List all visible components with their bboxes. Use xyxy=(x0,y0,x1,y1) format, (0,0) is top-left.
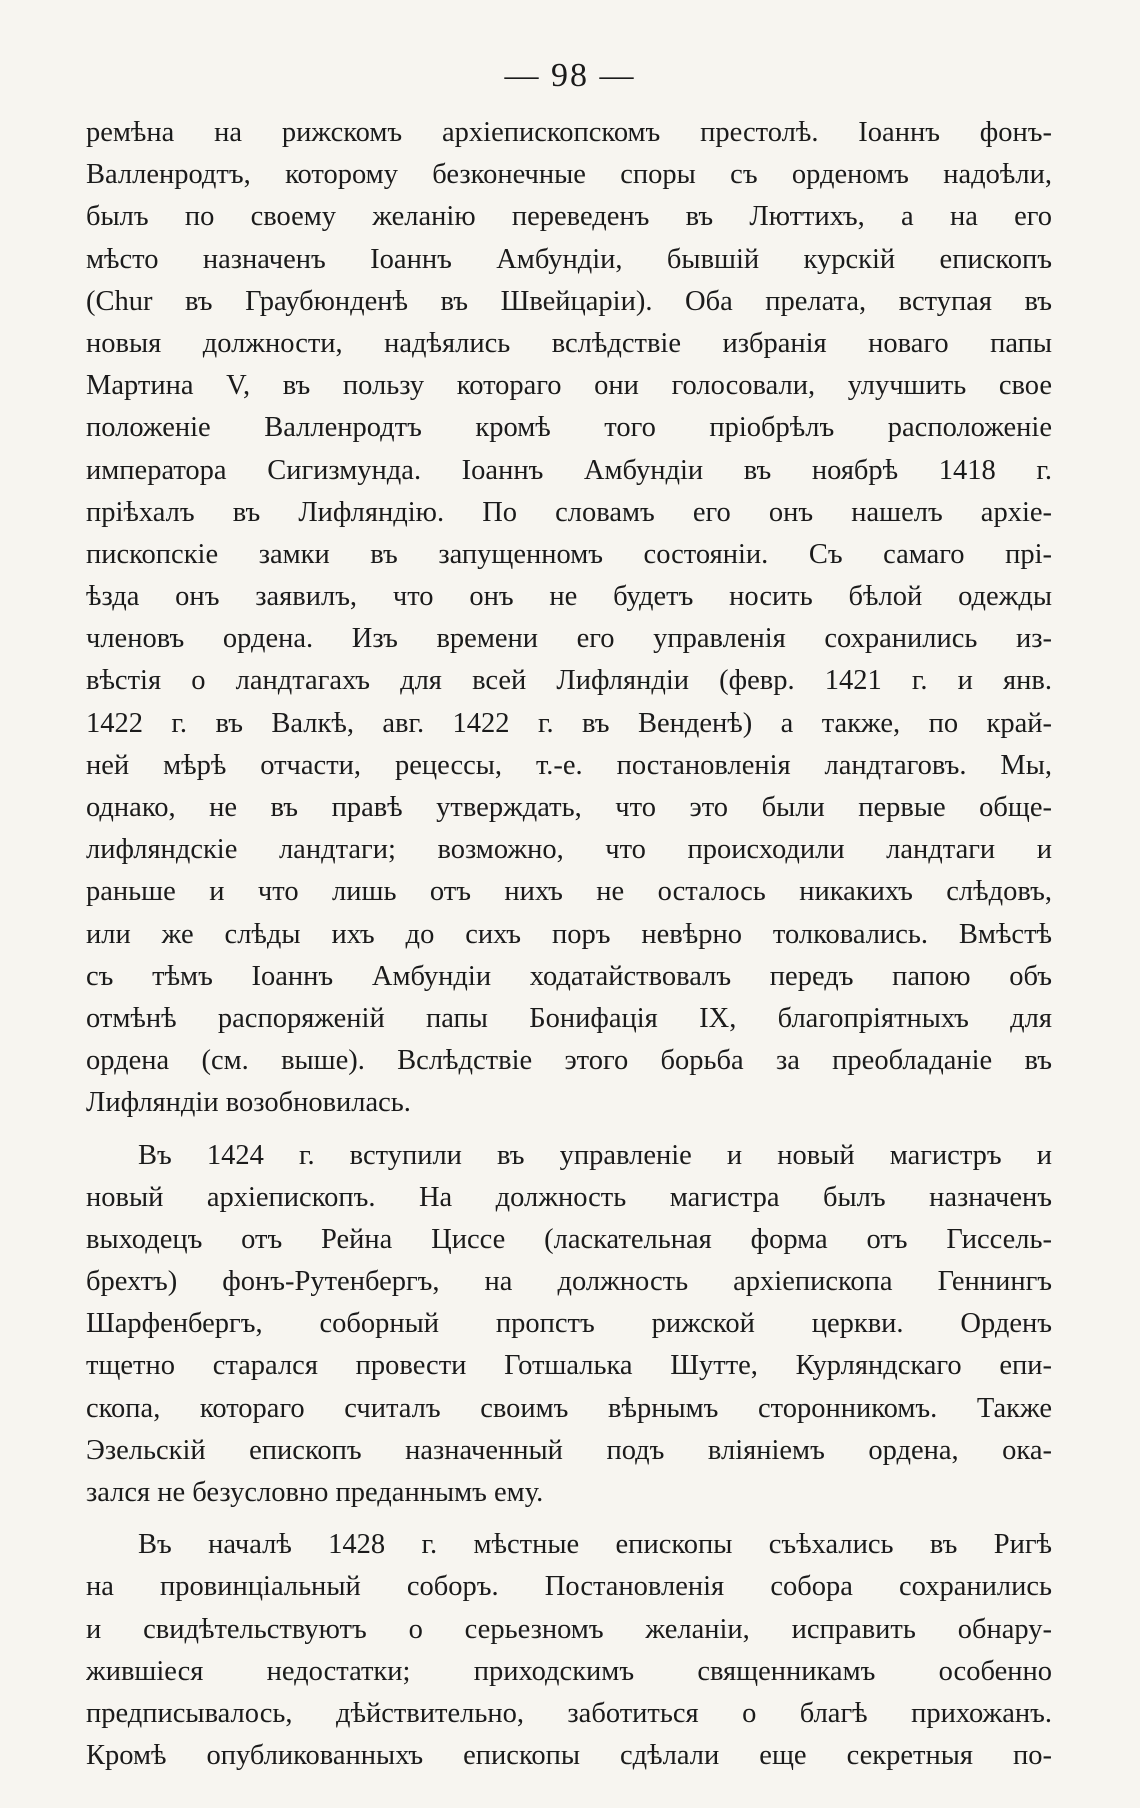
text-line: мѣсто назначенъ Іоаннъ Амбундіи, бывшій курскій епископъ xyxy=(86,243,1052,275)
text-line: членовъ ордена. Изъ времени его управленія сохранились из- xyxy=(86,623,1052,655)
text-line: раньше и что лишь отъ нихъ не осталось никакихъ слѣдовъ, xyxy=(86,876,1052,908)
text-line: Мартина V, въ пользу котораго они голосовали, улучшить свое xyxy=(86,370,1052,402)
text-line: съ тѣмъ Іоаннъ Амбундіи ходатайствовалъ передъ папою объ xyxy=(86,960,1052,992)
text-line: положеніе Валленродтъ кромѣ того пріобрѣлъ расположеніе xyxy=(86,412,1052,444)
text-line: 1422 г. въ Валкѣ, авг. 1422 г. въ Венденѣ) а также, по край- xyxy=(86,707,1052,739)
text-line: лифляндскіе ландтаги; возможно, что происходили ландтаги и xyxy=(86,834,1052,866)
text-line: скопа, котораго считалъ своимъ вѣрнымъ сторонникомъ. Также xyxy=(86,1392,1052,1424)
text-line: зался не безусловно преданнымъ ему. xyxy=(86,1477,544,1508)
text-line: ордена (см. выше). Вслѣдствіе этого борьба за преобладаніе въ xyxy=(86,1045,1052,1077)
text-line: брехтъ) фонъ-Рутенбергъ, на должность архіепископа Геннингъ xyxy=(86,1266,1052,1298)
text-line: на провинціальный соборъ. Постановленія собора сохранились xyxy=(86,1571,1052,1603)
text-line: тщетно старался провести Готшалька Шутте, Курляндскаго епи- xyxy=(86,1350,1052,1382)
paragraph-gap xyxy=(86,1125,1052,1135)
text-line: Въ началѣ 1428 г. мѣстные епископы съѣхались въ Ригѣ xyxy=(138,1529,1052,1561)
text-line: жившіеся недостатки; приходскимъ священникамъ особенно xyxy=(86,1655,1052,1687)
body-text xyxy=(86,112,1052,1777)
text-line: отмѣнѣ распоряженій папы Бонифація IX, благопріятныхъ для xyxy=(86,1002,1052,1034)
text-line: новый архіепископъ. На должность магистра былъ назначенъ xyxy=(86,1181,1052,1213)
text-line: Шарфенбергъ, соборный пропстъ рижской церкви. Орденъ xyxy=(86,1308,1052,1340)
text-line: однако, не въ правѣ утверждать, что это были первые обще- xyxy=(86,792,1052,823)
text-line: Валленродтъ, которому безконечные споры съ орденомъ надоѣли, xyxy=(86,159,1052,191)
paragraph-3 xyxy=(86,1524,1052,1777)
text-line: былъ по своему желанію переведенъ въ Люттихъ, а на его xyxy=(86,201,1052,233)
text-line: вѣстія о ландтагахъ для всей Лифляндіи (февр. 1421 г. и янв. xyxy=(86,665,1052,697)
text-line: (Chur въ Граубюнденѣ въ Швейцаріи). Оба прелата, вступая въ xyxy=(86,285,1052,317)
text-line: Въ 1424 г. вступили въ управленіе и новый магистръ и xyxy=(138,1139,1052,1171)
text-line: или же слѣды ихъ до сихъ поръ невѣрно толковались. Вмѣстѣ xyxy=(86,918,1052,950)
text-line: пріѣхалъ въ Лифляндію. По словамъ его онъ нашелъ архіе- xyxy=(86,496,1052,528)
text-line: Кромѣ опубликованныхъ епископы сдѣлали еще секретныя по- xyxy=(86,1740,1052,1772)
text-line: новыя должности, надѣялись вслѣдствіе избранія новаго папы xyxy=(86,327,1052,359)
text-line: ѣзда онъ заявилъ, что онъ не будетъ носить бѣлой одежды xyxy=(86,581,1052,613)
text-line: пископскіе замки въ запущенномъ состояніи. Съ самаго прі- xyxy=(86,538,1052,570)
text-line: Лифляндіи возобновилась. xyxy=(86,1087,411,1119)
paragraph-2 xyxy=(86,1135,1052,1515)
text-line: императора Сигизмунда. Іоаннъ Амбундіи въ ноябрѣ 1418 г. xyxy=(86,454,1052,486)
text-line: ней мѣрѣ отчасти, рецессы, т.-е. постановленія ландтаговъ. Мы, xyxy=(86,749,1052,781)
page-number: — 98 — xyxy=(504,57,636,94)
paragraph-gap xyxy=(86,1514,1052,1524)
text-line: предписывалось, дѣйствительно, заботиться о благѣ прихожанъ. xyxy=(86,1697,1052,1729)
text-line: выходецъ отъ Рейна Циссе (ласкательная форма отъ Гиссель- xyxy=(86,1223,1052,1255)
paragraph-1 xyxy=(86,112,1052,1125)
text-line: и свидѣтельствуютъ о серьезномъ желаніи, исправить обнару- xyxy=(86,1613,1052,1645)
text-line: Эзельскій епископъ назначенный подъ вліяніемъ ордена, ока- xyxy=(86,1434,1052,1466)
text-line: ремѣна на рижскомъ архіепископскомъ престолѣ. Іоаннъ фонъ- xyxy=(86,117,1052,148)
